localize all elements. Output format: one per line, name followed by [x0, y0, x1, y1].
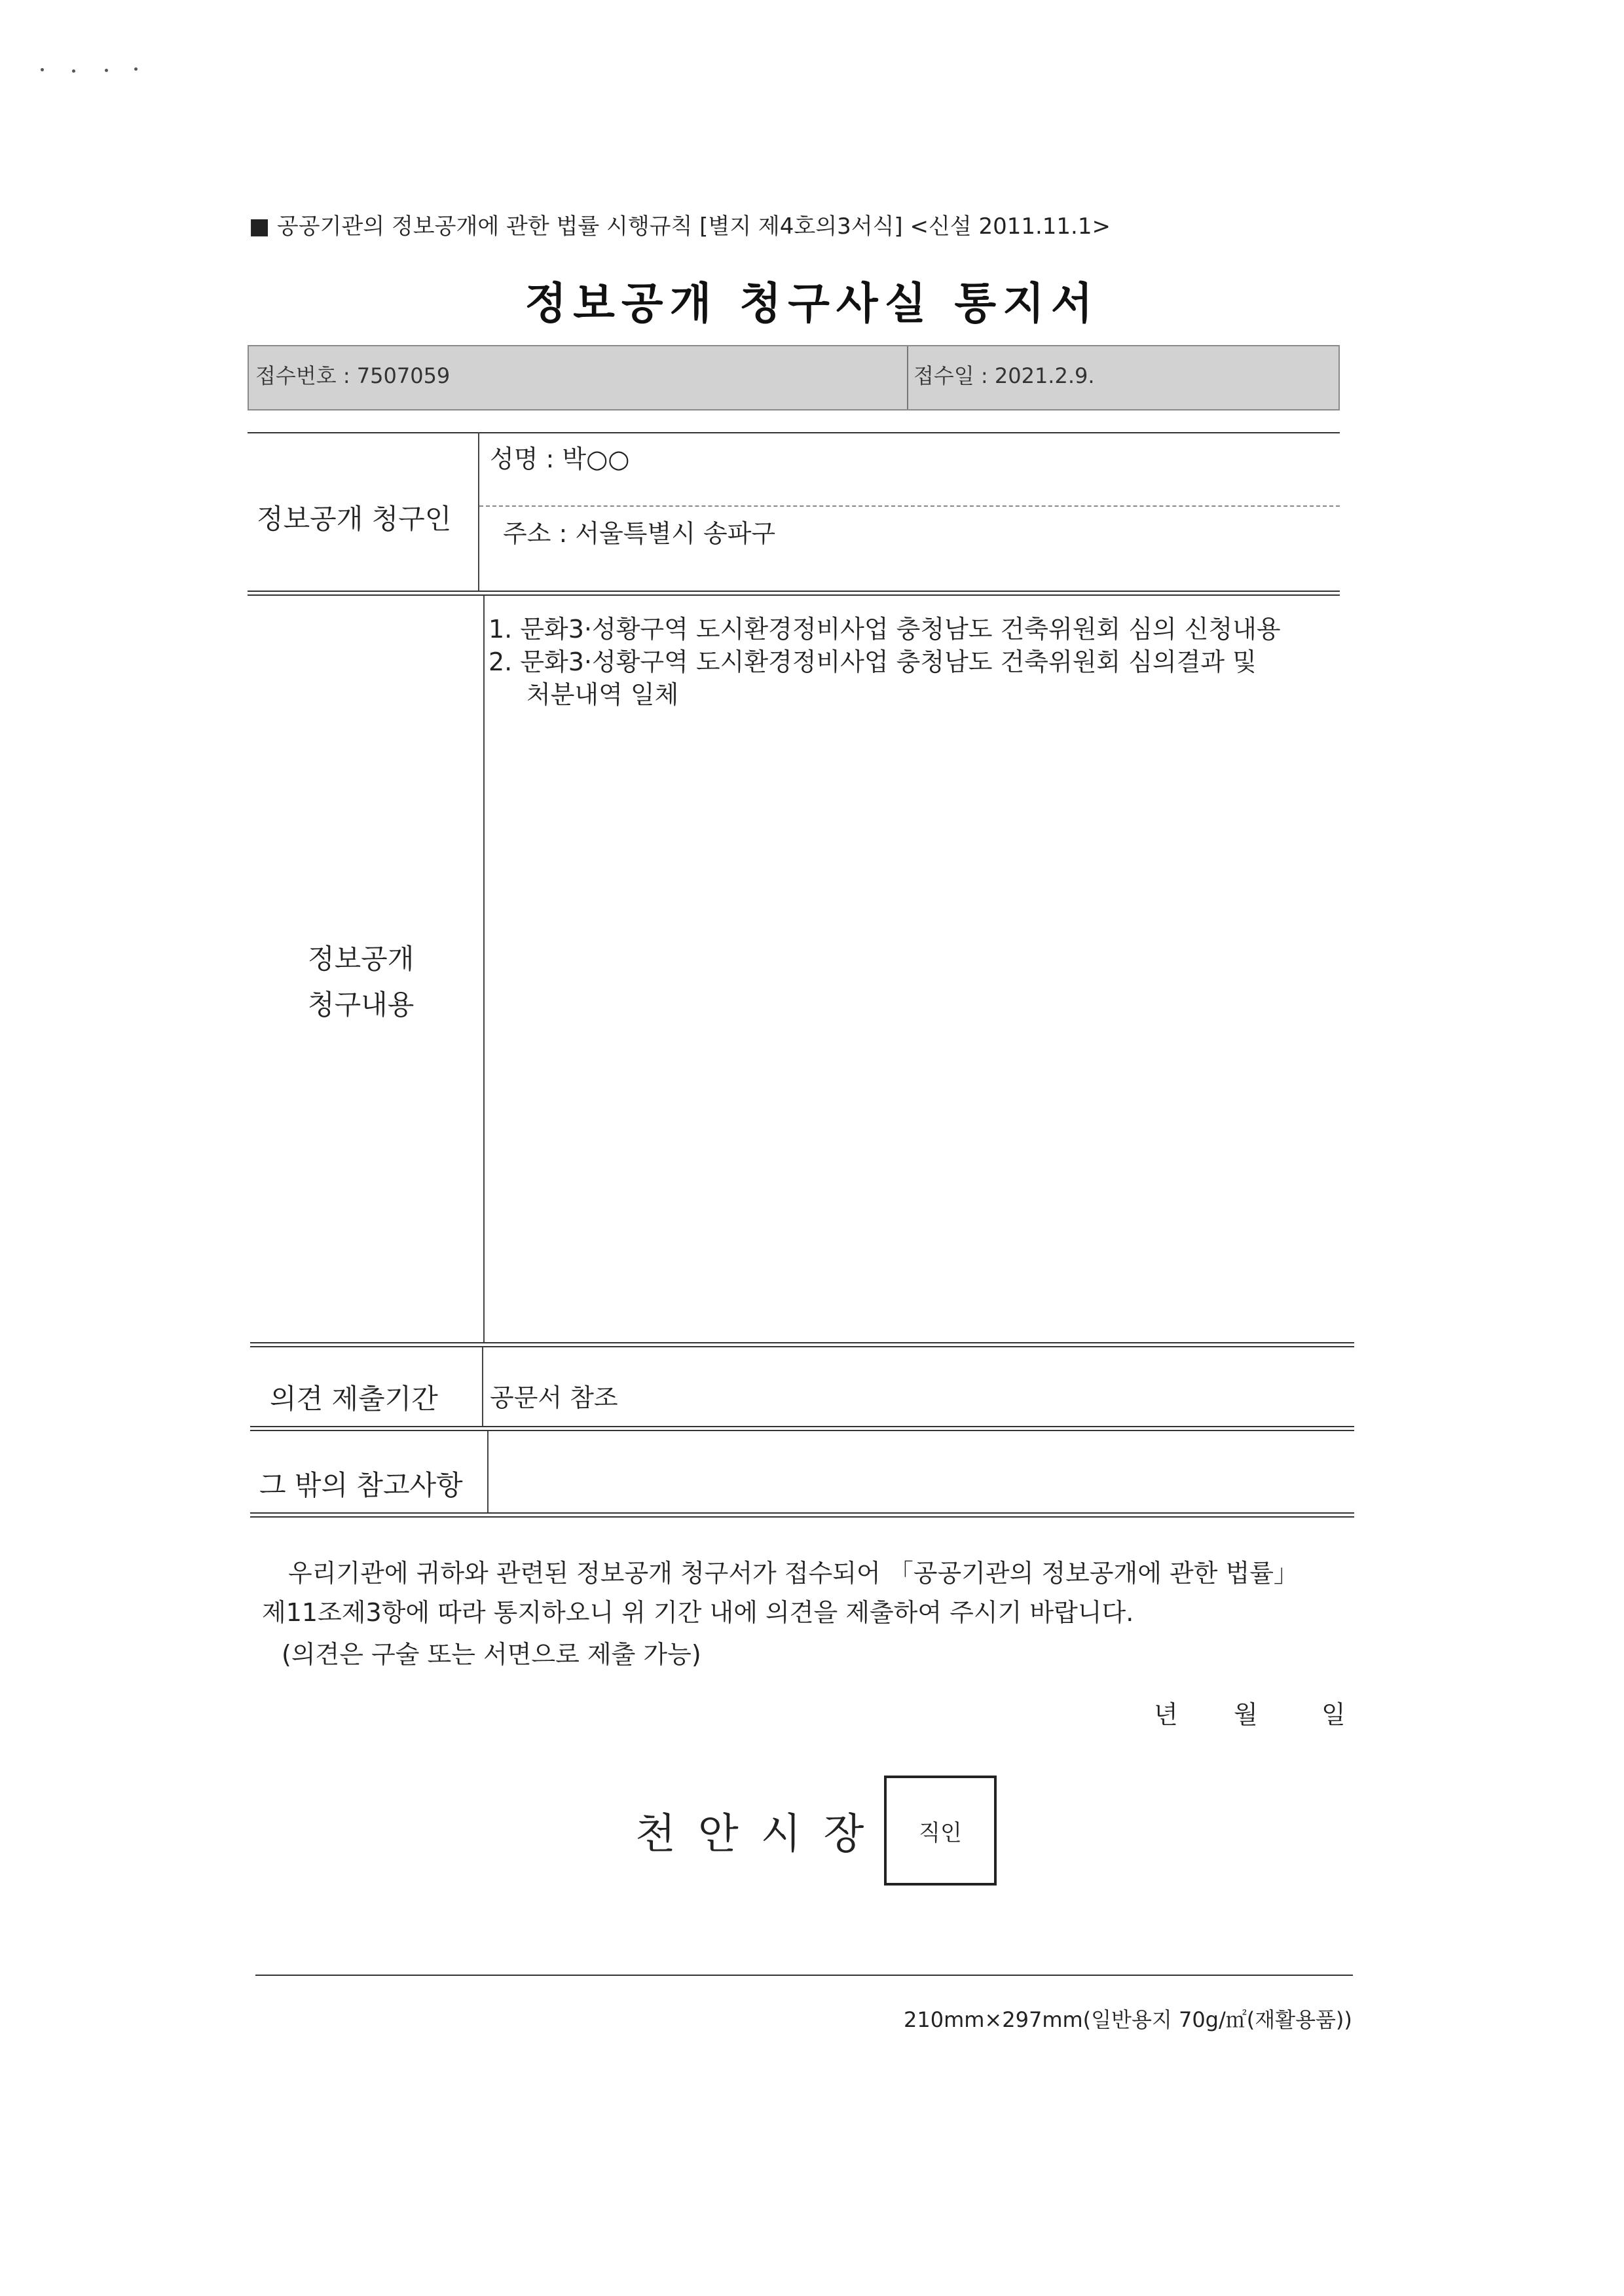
- receipt-number: 접수번호 : 7507059: [255, 363, 451, 388]
- section-rule: [250, 1342, 1354, 1347]
- request-label-line1: 정보공개: [308, 943, 415, 975]
- signer-name: 천안시장: [635, 1810, 887, 1859]
- section-rule: [248, 432, 1340, 433]
- opinion-period-label: 의견 제출기간: [270, 1383, 438, 1415]
- date-day: 일: [1321, 1700, 1346, 1729]
- receipt-date: 접수일 : 2021.2.9.: [913, 363, 1095, 388]
- notice-line-2: 제11조제3항에 따라 통지하오니 위 기간 내에 의견을 제출하여 주시기 바랍니다.: [262, 1598, 1134, 1627]
- paper-spec: 210mm×297mm(일반용지 70g/㎡(재활용품)): [904, 2007, 1352, 2032]
- section-rule: [250, 1426, 1354, 1431]
- scan-speck: [41, 68, 44, 71]
- request-content-line-3: 처분내역 일체: [526, 680, 679, 709]
- document-title: 정보공개 청구사실 통지서: [525, 278, 1099, 329]
- footer-rule: [255, 1975, 1353, 1976]
- seal-label: 직인: [919, 1819, 962, 1846]
- date-year: 년: [1154, 1700, 1178, 1729]
- requester-address: 주소 : 서울특별시 송파구: [503, 519, 776, 548]
- column-divider: [487, 1431, 489, 1512]
- opinion-period-value: 공문서 참조: [490, 1383, 618, 1412]
- date-month: 월: [1234, 1700, 1258, 1729]
- section-rule: [250, 1512, 1354, 1518]
- requester-label: 정보공개 청구인: [257, 503, 452, 535]
- scan-speck: [72, 69, 75, 73]
- column-divider: [483, 596, 485, 1342]
- receipt-divider: [907, 346, 908, 409]
- scan-speck: [134, 67, 138, 71]
- notice-line-1: 우리기관에 귀하와 관련된 정보공개 청구서가 접수되어 「공공기관의 정보공개에 관한 법률」: [288, 1559, 1299, 1588]
- column-divider: [482, 1347, 483, 1426]
- official-seal: [884, 1776, 997, 1886]
- request-label-line2: 청구내용: [308, 989, 415, 1021]
- notice-line-3: (의견은 구술 또는 서면으로 제출 가능): [282, 1640, 701, 1669]
- row-divider: [479, 505, 1340, 507]
- receipt-bar: [248, 345, 1340, 410]
- request-content-line-1: 1. 문화3·성황구역 도시환경정비사업 충청남도 건축위원회 심의 신청내용: [489, 615, 1281, 644]
- form-header-note: ■ 공공기관의 정보공개에 관한 법률 시행규칙 [별지 제4호의3서식] <신설 2011.11.1>: [249, 213, 1111, 240]
- request-content-line-2: 2. 문화3·성황구역 도시환경정비사업 충청남도 건축위원회 심의결과 및: [489, 647, 1257, 676]
- scan-speck: [105, 69, 108, 72]
- column-divider: [478, 432, 479, 591]
- other-notes-label: 그 밖의 참고사항: [259, 1469, 463, 1501]
- section-rule: [248, 591, 1340, 596]
- requester-name: 성명 : 박○○: [490, 445, 630, 473]
